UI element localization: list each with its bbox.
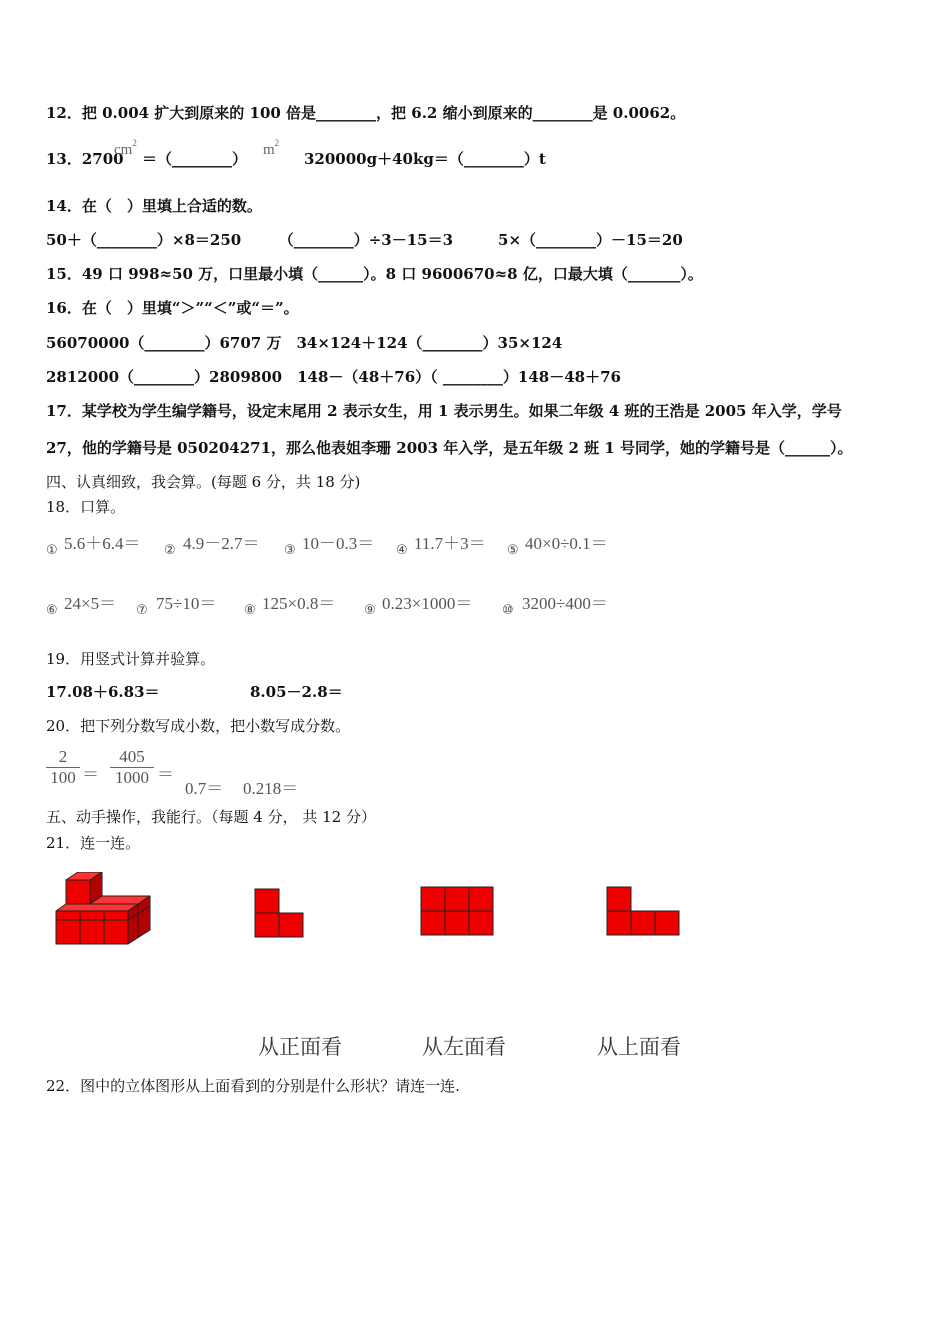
oral-mark-2: ② [164, 543, 176, 558]
question-13-rest: 320000g＋40kg＝（________）t [304, 150, 546, 168]
oral-mark-9: ⑨ [364, 603, 376, 618]
oral-expr-8: 125×0.8＝ [262, 594, 336, 613]
question-13-prefix: 13．2700 [46, 150, 124, 168]
oral-mark-7: ⑦ [136, 603, 148, 618]
question-14-items: 50＋（________）×8＝250 （________）÷3－15＝3 5×（________）－15＝20 [46, 231, 683, 249]
question-15: 15．49 口 998≈50 万，口里最小填（______）。8 口 9600670≈8 亿，口最大填（_______）。 [46, 265, 703, 283]
question-20-title: 20．把下列分数写成小数，把小数写成分数。 [46, 717, 351, 735]
oral-mark-1: ① [46, 543, 58, 558]
question-19-b: 8.05－2.8＝ [250, 683, 343, 701]
question-17-line2: 27，他的学籍号是 050204271，那么他表姐李珊 2003 年入学，是五年级 2 班 1 号同学，她的学籍号是（______）。 [46, 439, 853, 457]
unit-m2: $m^2$ [263, 138, 280, 158]
question-18-title: 18．口算。 [46, 498, 126, 516]
oral-expr-9: 0.23×1000＝ [382, 594, 473, 613]
unit-cm2: $cm^2$ [114, 138, 137, 158]
oral-mark-10: ⑩ [502, 603, 514, 618]
fraction-2-over-100: $\frac{2}{100}$ [46, 747, 80, 788]
question-19-a: 17.08＋6.83＝ [46, 683, 160, 701]
fraction-405-over-1000: $\frac{405}{1000}$ [110, 747, 154, 788]
question-22: 22．图中的立体图形从上面看到的分别是什么形状？请连一连. [46, 1077, 460, 1095]
oral-mark-3: ③ [284, 543, 296, 558]
fraction-2-equals: ＝ [157, 765, 174, 784]
question-16-title: 16．在（ ）里填“＞”“＜”或“＝”。 [46, 299, 299, 317]
caption-top-view: 从上面看 [597, 1035, 681, 1059]
fraction-1-equals: ＝ [82, 765, 99, 784]
oral-expr-4: 11.7＋3＝ [414, 534, 486, 553]
section-5-heading: 五、动手操作，我能行。（每题 4 分， 共 12 分） [46, 808, 376, 826]
section-4-heading: 四、认真细致，我会算。(每题 6 分，共 18 分) [46, 473, 361, 491]
question-17-line1: 17．某学校为学生编学籍号，设定末尾用 2 表示女生，用 1 表示男生。如果二年级 4 班的王浩是 2005 年入学，学号 [46, 402, 842, 420]
oral-expr-6: 24×5＝ [64, 594, 117, 613]
question-19-title: 19．用竖式计算并验算。 [46, 650, 216, 668]
oral-expr-7: 75÷10＝ [156, 594, 217, 613]
question-16-row1: 56070000（________）6707 万 34×124＋124（________）35×124 [46, 334, 563, 352]
decimal-0-7: 0.7＝ [185, 779, 224, 798]
question-16-row2: 2812000（________）2809800 148－（48＋76）（ ________）148－48＋76 [46, 368, 621, 386]
oral-expr-3: 10－0.3＝ [302, 534, 375, 553]
oral-expr-10: 3200÷400＝ [522, 594, 608, 613]
decimal-0-218: 0.218＝ [243, 779, 299, 798]
view-shape-rectangle [420, 886, 494, 937]
oral-expr-2: 4.9－2.7＝ [183, 534, 260, 553]
view-shape-l-wide [606, 886, 680, 937]
3d-block-figure [50, 872, 152, 948]
oral-mark-8: ⑧ [244, 603, 256, 618]
view-shape-l-small [254, 888, 304, 939]
oral-mark-5: ⑤ [507, 543, 519, 558]
oral-expr-1: 5.6＋6.4＝ [64, 534, 141, 553]
question-14-title: 14．在（ ）里填上合适的数。 [46, 197, 262, 215]
caption-left-view: 从左面看 [422, 1035, 506, 1059]
caption-front-view: 从正面看 [258, 1035, 342, 1059]
oral-expr-5: 40×0÷0.1＝ [525, 534, 608, 553]
oral-mark-6: ⑥ [46, 603, 58, 618]
question-12: 12．把 0.004 扩大到原来的 100 倍是________，把 6.2 缩小到原来的________是 0.0062。 [46, 104, 686, 122]
question-21-title: 21．连一连。 [46, 834, 141, 852]
oral-mark-4: ④ [396, 543, 408, 558]
question-13-equals: ＝（________） [142, 150, 248, 168]
